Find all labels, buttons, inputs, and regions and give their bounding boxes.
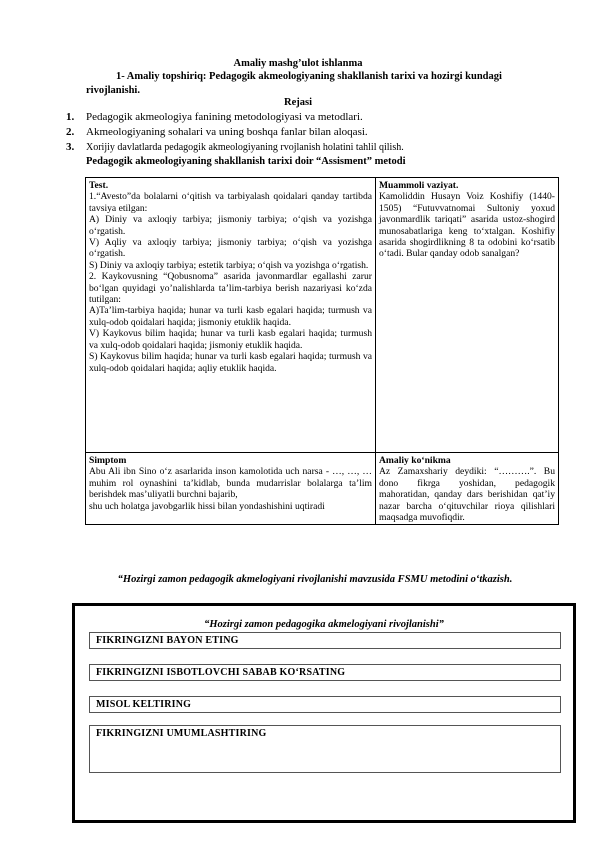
practical-skill-cell [376,453,559,525]
fsmu-box-heading: “Hozirgi zamon pedagogika akmelogiyani rivojlanishi” [204,619,444,630]
test-line: A)Ta’lim-tarbiya haqida; hunar va turli kasb egalari haqida; turmush va xulq-odob qoidalari haqida; jismoniy etuklik haqida. [89,305,372,328]
symptom-text: Abu Ali ibn Sino o‘z asarlarida inson kamolotida uch narsa - …, …, … muhim rol oynashini ta’kidlab, bunda mudarrislar bolalarga ta’lim berishdek mas’uliyatli burchni bajarib, [89,466,372,501]
plan-heading: Rejasi [284,97,312,108]
task-heading: 1- Amaliy topshiriq: Pedagogik akmeologiyaning shakllanish tarixi va hozirgi kundagi rivojlanishi. [86,71,502,96]
table-row [86,453,559,525]
test-heading: Test. [89,180,109,191]
test-line: V) Aqliy va axloqiy tarbiya; jismoniy tarbiya; o‘qish va yozishga o‘rgatish. [89,237,372,260]
test-line: 2. Kaykovusning “Qobusnoma” asarida javonmardlar egallashi zarur bo‘lgan quyidagi yo’nalishlarda ta’lim-tarbiya berish nazariyasi ko‘zda tutilgan: [89,271,372,306]
symptom-text: shu uch holatga javobgarlik hissi bilan yondashishini uqtiradi [89,500,325,512]
plan-item [66,111,363,124]
test-line: 1.“Avesto”da bolalarni o‘qitish va tarbiyalash qoidalari qanday tartibda tavsiya etilgan: [89,191,372,214]
assisment-heading: Pedagogik akmeologiyaning shakllanish tarixi doir “Assisment” metodi [86,156,406,167]
symptom-heading: Simptom [89,455,127,466]
test-line: S) Kaykovus bilim haqida; hunar va turli kasb egalari haqida; turmush va xulq-odob qoidalari haqida; aqliy etuklik haqida. [89,351,372,374]
practical-skill-heading: Amaliy ko‘nikma [379,455,451,466]
plan-item-number: 1. [66,111,75,123]
table-row [86,178,559,453]
plan-item-text: Akmeologiyaning sohalari va uning boshqa fanlar bilan aloqasi. [86,126,368,138]
fsmu-row: MISOL KELTIRING [89,696,561,713]
fsmu-row: FIKRINGIZNI ISBOTLOVCHI SABAB KO‘RSATING [89,664,561,681]
test-cell [86,178,376,453]
symptom-cell [86,453,376,525]
problem-cell [376,178,559,453]
fsmu-title: “Hozirgi zamon pedagogik akmelogiyani rivojlanishi mavzusida FSMU metodini o‘tkazish. [117,574,513,585]
plan-item-text: Pedagogik akmeologiya fanining metodologiyasi va metodlari. [86,111,363,123]
problem-text: Kamoliddin Husayn Voiz Koshifiy (1440-1505) “Futuvvatnomai Sultoniy yoxud javonmardlik tariqati” asarida ustoz-shogird munosabatlariga keng to‘xtalgan. Koshifiy asarida shogirdlikning 8 ta odobini ko‘rsatib o‘tadi. Bular qanday odob sanalgan? [379,191,555,260]
page-title: Amaliy mashg’ulot ishlanma [233,58,363,69]
test-line: A) Diniy va axloqiy tarbiya; jismoniy tarbiya; o‘qish va yozishga o‘rgatish. [89,214,372,237]
problem-heading: Muammoli vaziyat. [379,180,459,191]
plan-item [66,141,404,154]
assisment-table [85,177,559,525]
test-line: V) Kaykovus bilim haqida; hunar va turli kasb egalari haqida; turmush va xulq-odob qoidalari haqida; jismoniy etuklik haqida. [89,328,372,351]
fsmu-row: FIKRINGIZNI BAYON ETING [89,632,561,649]
test-line: S) Diniy va axloqiy tarbiya; estetik tarbiya; o‘qish va yozishga o‘rgatish. [89,259,369,271]
practical-skill-text: Az Zamaxshariy deydiki: “……….”. Bu dono fikrga yoshidan, pedagogik mahoratidan, qanday dars berishidan qat’iy nazar barcha o‘qituvchilar rioya qilishlari maqsadga muvofiqdir. [379,466,555,524]
plan-item-text: Xorijiy davlatlarda pedagogik akmeologiyaning rvojlanish holatini tahlil qilish. [86,142,404,153]
plan-item-number: 3. [66,141,75,153]
fsmu-row: FIKRINGIZNI UMUMLASHTIRING [89,725,561,773]
plan-item-number: 2. [66,126,75,138]
plan-item [66,126,368,139]
